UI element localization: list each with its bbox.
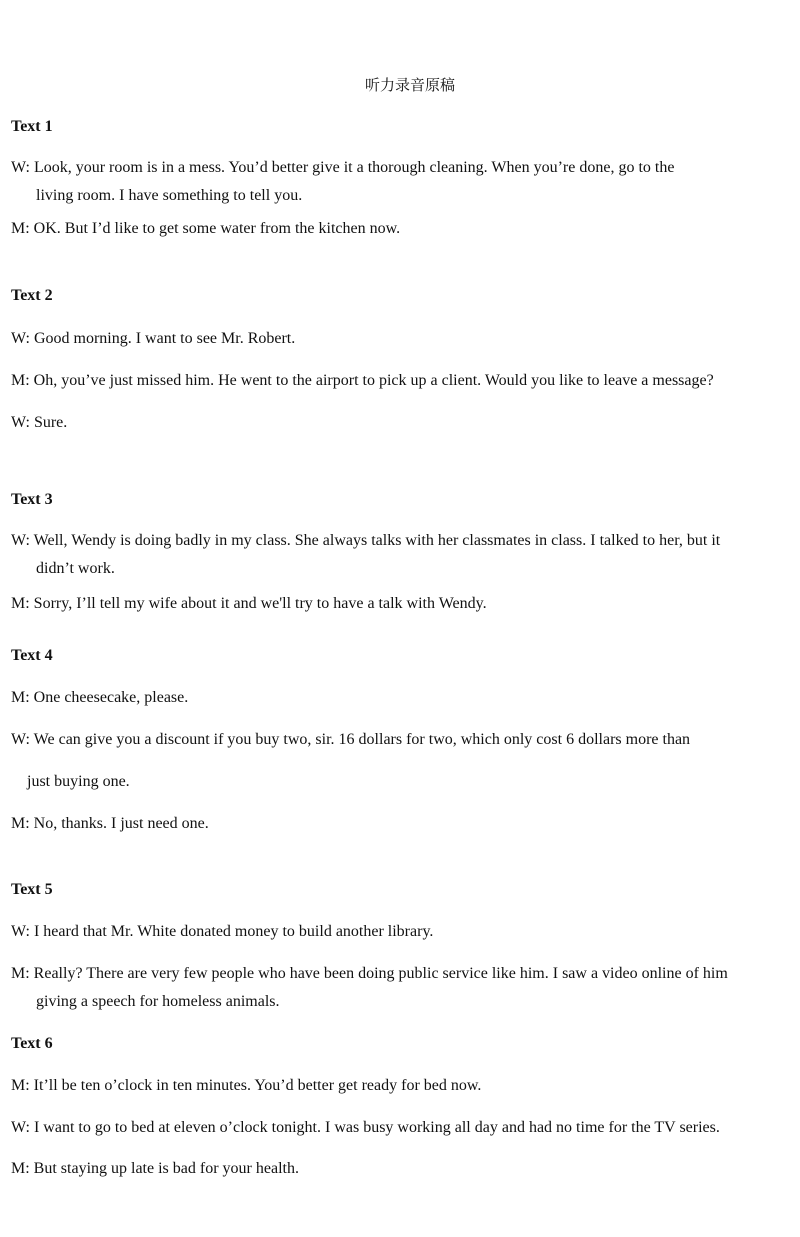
text-3-line-1: W: Well, Wendy is doing badly in my class. She always talks with her classmates in class. I talked to her, but it [11, 532, 721, 549]
text-3-line-3: M: Sorry, I’ll tell my wife about it and we'll try to have a talk with Wendy. [11, 595, 487, 612]
text-1-line-1: W: Look, your room is in a mess. You’d better give it a thorough cleaning. When you’re done, go to the [11, 159, 675, 176]
text-1-line-3: M: OK. But I’d like to get some water from the kitchen now. [11, 220, 401, 237]
text-4-line-1: M: One cheesecake, please. [11, 689, 189, 706]
text-5-line-2: M: Really? There are very few people who have been doing public service like him. I saw a video online of him [11, 965, 728, 982]
text-4-line-3: just buying one. [27, 773, 130, 790]
text-5-line-1: W: I heard that Mr. White donated money to build another library. [11, 923, 434, 940]
text-4-heading: Text 4 [11, 647, 53, 664]
text-2-line-1: W: Good morning. I want to see Mr. Robert. [11, 330, 296, 347]
text-5-heading: Text 5 [11, 881, 53, 898]
text-4-line-4: M: No, thanks. I just need one. [11, 815, 209, 832]
text-5-line-3: giving a speech for homeless animals. [36, 993, 280, 1010]
text-6-line-2: W: I want to go to bed at eleven o’clock tonight. I was busy working all day and had no time for the TV series. [11, 1119, 720, 1136]
page-title: 听力录音原稿 [364, 76, 455, 94]
text-2-line-2: M: Oh, you’ve just missed him. He went to the airport to pick up a client. Would you like to leave a message? [11, 372, 714, 389]
text-6-line-3: M: But staying up late is bad for your health. [11, 1160, 299, 1177]
text-2-line-3: W: Sure. [11, 414, 68, 431]
text-1-heading: Text 1 [11, 118, 53, 135]
text-4-line-2: W: We can give you a discount if you buy two, sir. 16 dollars for two, which only cost 6 dollars more than [11, 731, 691, 748]
text-1-line-2: living room. I have something to tell you. [36, 187, 303, 204]
text-6-heading: Text 6 [11, 1035, 53, 1052]
text-3-heading: Text 3 [11, 491, 53, 508]
text-2-heading: Text 2 [11, 287, 53, 304]
text-3-line-2: didn’t work. [36, 560, 115, 577]
text-6-line-1: M: It’ll be ten o’clock in ten minutes. You’d better get ready for bed now. [11, 1077, 482, 1094]
